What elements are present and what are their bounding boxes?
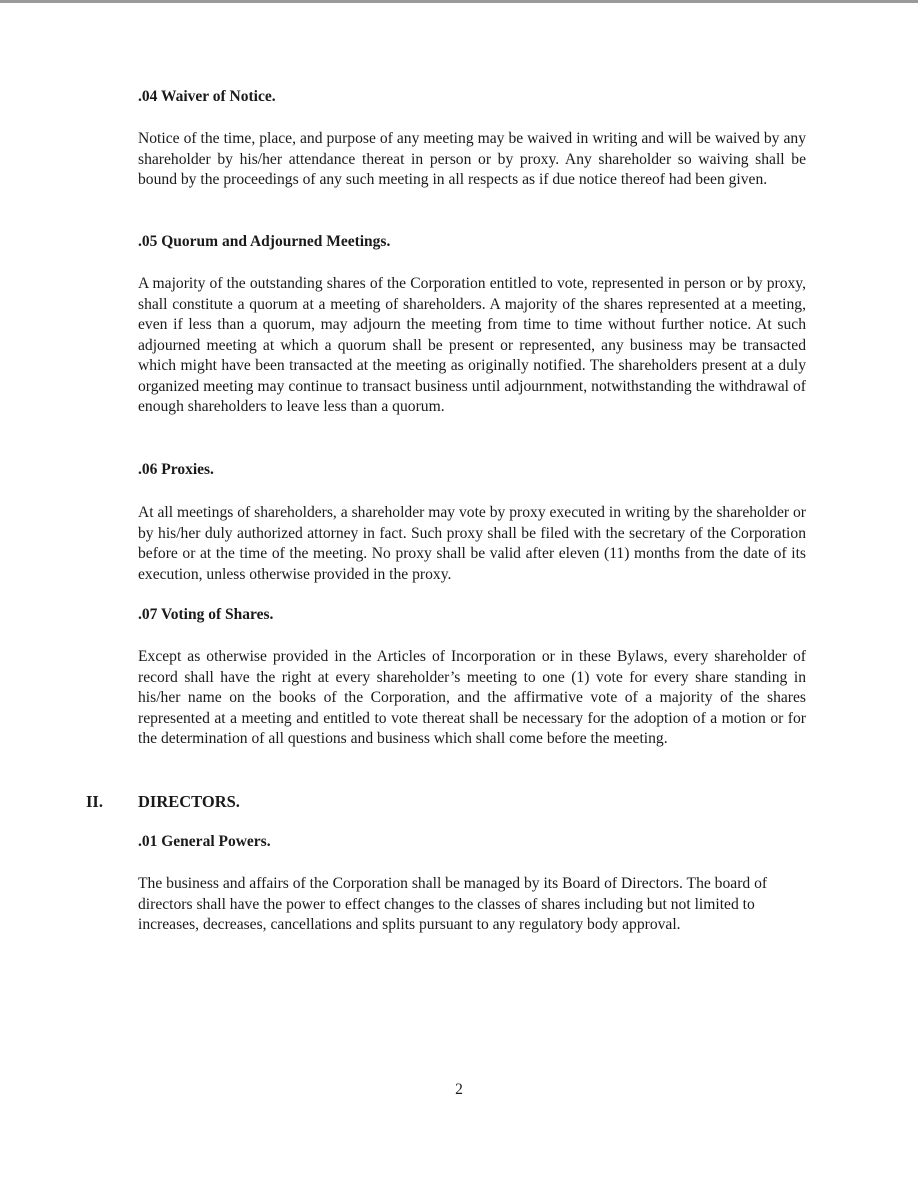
section-heading-proxies: .06 Proxies. (138, 461, 214, 478)
section-text-quorum: A majority of the outstanding shares of the Corporation entitled to vote, represented in person or by proxy, shall constitute a quorum at a meeting of shareholders. A majority of the shares represented at a meeting, even if less than a quorum, may adjourn the meeting from time to time without further notice. At such adjourned meeting at which a quorum shall be present or represented, any business may be transacted which might have been transacted at the meeting as originally notified. The shareholders present at a duly organized meeting may continue to transact business until adjournment, notwithstanding the withdrawal of enough shareholders to leave less than a quorum. (138, 275, 806, 415)
article-number: II. (86, 792, 103, 811)
section-text-waiver-of-notice: Notice of the time, place, and purpose of any meeting may be waived in writing and will be waived by any shareholder by his/her attendance thereat in person or by proxy. Any shareholder so waiving shall be bound by the proceedings of any such meeting in all respects as if due notice thereof had been given. (138, 130, 806, 188)
section-text-general-powers: The business and affairs of the Corporation shall be managed by its Board of Directors. The board of directors shall have the power to effect changes to the classes of shares including but not limited to increases, decreases, cancellations and splits pursuant to any regulatory body approval. (138, 875, 768, 933)
section-text-proxies: At all meetings of shareholders, a shareholder may vote by proxy executed in writing by the shareholder or by his/her duly authorized attorney in fact. Such proxy shall be filed with the secretary of the Corporation before or at the time of the meeting. No proxy shall be valid after eleven (11) months from the date of its execution, unless otherwise provided in the proxy. (138, 504, 806, 583)
section-heading-general-powers: .01 General Powers. (138, 833, 271, 850)
section-text-voting-of-shares: Except as otherwise provided in the Articles of Incorporation or in these Bylaws, every shareholder of record shall have the right at every shareholder’s meeting to one (1) vote for every share standing in his/her name on the books of the Corporation, and the affirmative vote of a majority of the shares represented at a meeting and entitled to vote thereat shall be necessary for the adoption of a motion or for the determination of all questions and business which shall come before the meeting. (138, 648, 806, 747)
section-heading-quorum: .05 Quorum and Adjourned Meetings. (138, 233, 391, 250)
page-number: 2 (455, 1081, 463, 1098)
article-title: DIRECTORS. (138, 792, 240, 811)
section-heading-waiver-of-notice: .04 Waiver of Notice. (138, 88, 276, 105)
section-heading-voting-of-shares: .07 Voting of Shares. (138, 606, 274, 623)
